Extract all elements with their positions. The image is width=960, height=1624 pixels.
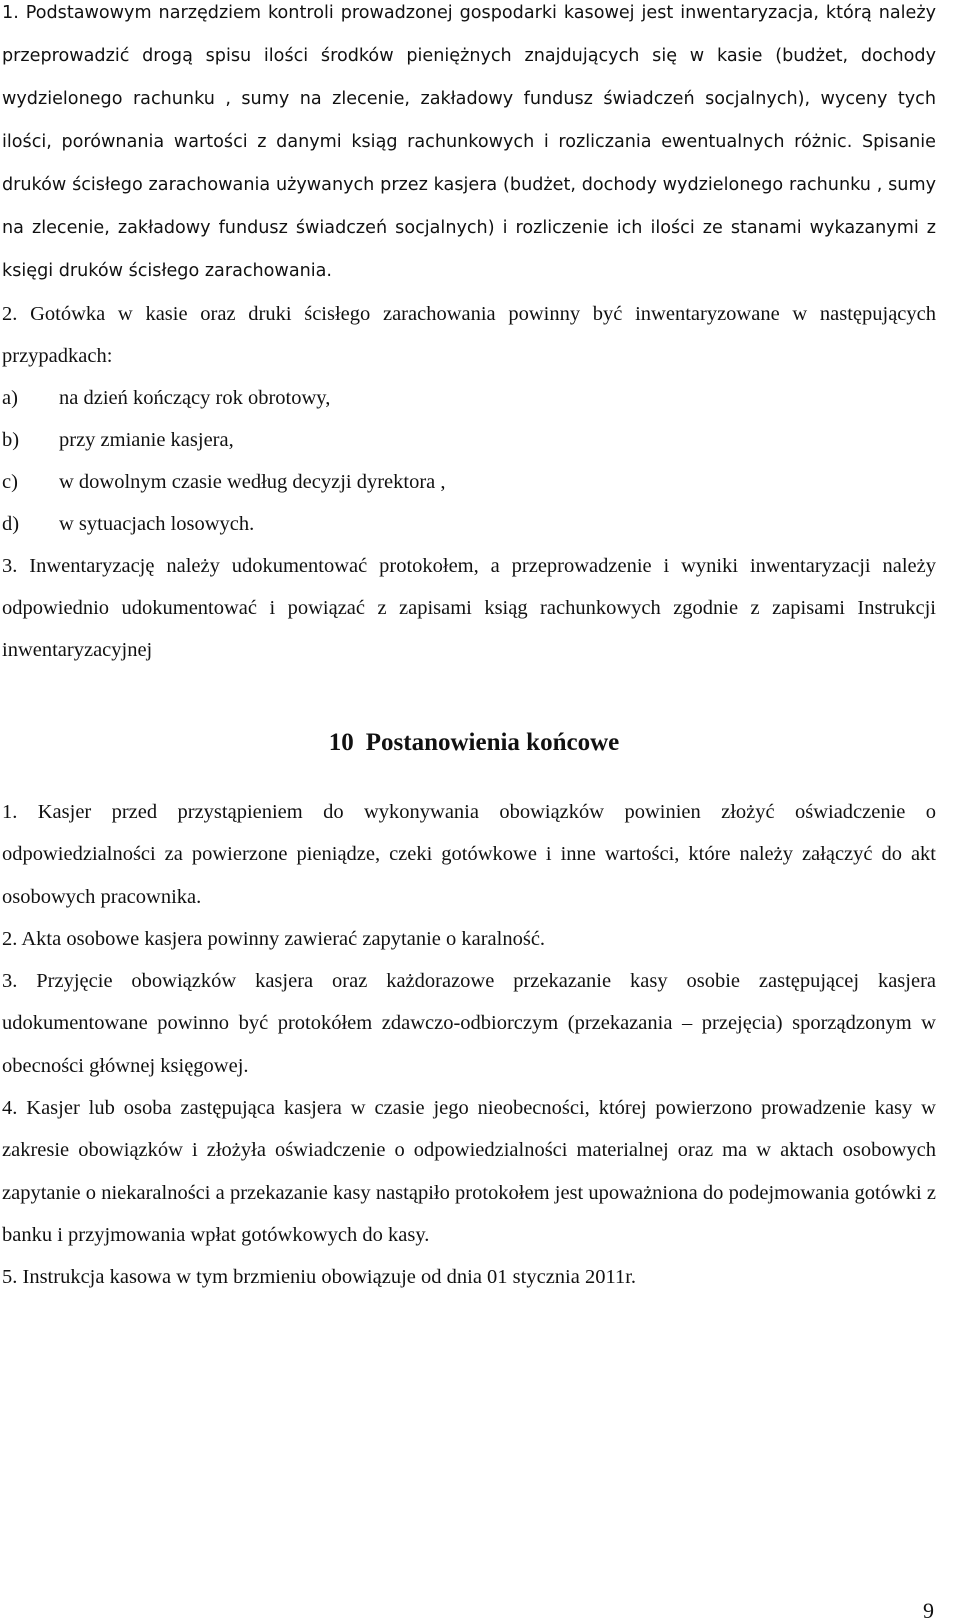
section-number: 10 — [328, 729, 354, 756]
list-item-text: w sytuacjach losowych. — [59, 513, 255, 535]
list-item-text: w dowolnym czasie według decyzji dyrektora , — [59, 471, 446, 493]
list-item — [2, 503, 936, 545]
inventory-cases-list — [2, 377, 936, 545]
paragraph-strict-forms-text: Spisanie druków ścisłego zarachowania używanych przez kasjera (budżet, dochody wydzielonego rachunku , sumy na zlecenie, zakładowy fundusz świadczeń socjalnych) i rozliczenie ich ilości ze stanami wykazanymi z księgi druków ścisłego zarachowania. — [2, 132, 936, 281]
paragraph-inventory-documentation-text: 3. Inwentaryzację należy udokumentować protokołem, a przeprowadzenie i wyniki inwentaryzacji należy odpowiednio udokumentować i powiązać z zapisami ksiąg rachunkowych zgodnie z zapisami Instrukcji inwentaryzacyjnej — [2, 555, 936, 661]
section-title: Postanowienia końcowe — [365, 729, 620, 756]
final-provisions — [2, 791, 936, 1299]
list-item-text: przy zmianie kasjera, — [59, 429, 234, 451]
list-item-marker: d) — [2, 513, 20, 535]
final-provision-item: 5. Instrukcja kasowa w tym brzmieniu obowiązuje od dnia 01 stycznia 2011r. — [2, 1266, 637, 1289]
paragraph-inventory-cases-intro: 2. Gotówka w kasie oraz druki ścisłego zarachowania powinny być inwentaryzowane w następujących przypadkach: — [2, 303, 936, 367]
paragraph-inventory-control — [2, 0, 936, 293]
list-item-text: na dzień kończący rok obrotowy, — [59, 387, 331, 409]
final-provision-item: 4. Kasjer lub osoba zastępująca kasjera w czasie jego nieobecności, której powierzono prowadzenie kasy w zakresie obowiązków i złożyła oświadczenie o odpowiedzialności materialnej oraz ma w aktach osobowych zapytanie o niekaralności a przekazanie kasy nastąpiło protokołem jest upoważniona do podejmowania gotówki z banku i przyjmowania wpłat gotówkowych do kasy. — [2, 1097, 936, 1246]
list-item — [2, 461, 936, 503]
final-provision-item: 1. Kasjer przed przystąpieniem do wykonywania obowiązków powinien złożyć oświadczenie o odpowiedzialności za powierzone pieniądze, czeki gotówkowe i inne wartości, które należy załączyć do akt osobowych pracownika. — [2, 801, 936, 908]
section-heading — [2, 724, 936, 762]
page-number: 9 — [923, 1598, 934, 1623]
list-item — [2, 419, 936, 461]
paragraph-inventory-documentation — [2, 545, 936, 671]
paragraph-inventory-control-text: 1. Podstawowym narzędziem kontroli prowadzonej gospodarki kasowej jest inwentaryzacja, którą należy przeprowadzić drogą spisu ilości środków pieniężnych znajdujących się w kasie (budżet, dochody wydzielonego rachunku , sumy na zlecenie, zakładowy fundusz świadczeń socjalnych), wyceny tych ilości, porównania wartości z danymi ksiąg rachunkowych i rozliczania ewentualnych różnic. — [2, 3, 936, 152]
final-provision-item: 3. Przyjęcie obowiązków kasjera oraz każdorazowe przekazanie kasy osobie zastępującej kasjera udokumentowane powinno być protokółem zdawczo-odbiorczym (przekazania – przejęcia) sporządzonym w obecności głównej księgowej. — [2, 970, 936, 1077]
section-heading-title — [329, 729, 619, 756]
final-provision-item: 2. Akta osobowe kasjera powinny zawierać zapytanie o karalność. — [2, 927, 546, 950]
list-item — [2, 377, 936, 419]
list-item-marker: c) — [2, 471, 18, 493]
list-item-marker: b) — [2, 429, 20, 451]
list-item-marker: a) — [2, 387, 18, 409]
paragraph-inventory-cases — [2, 293, 936, 377]
